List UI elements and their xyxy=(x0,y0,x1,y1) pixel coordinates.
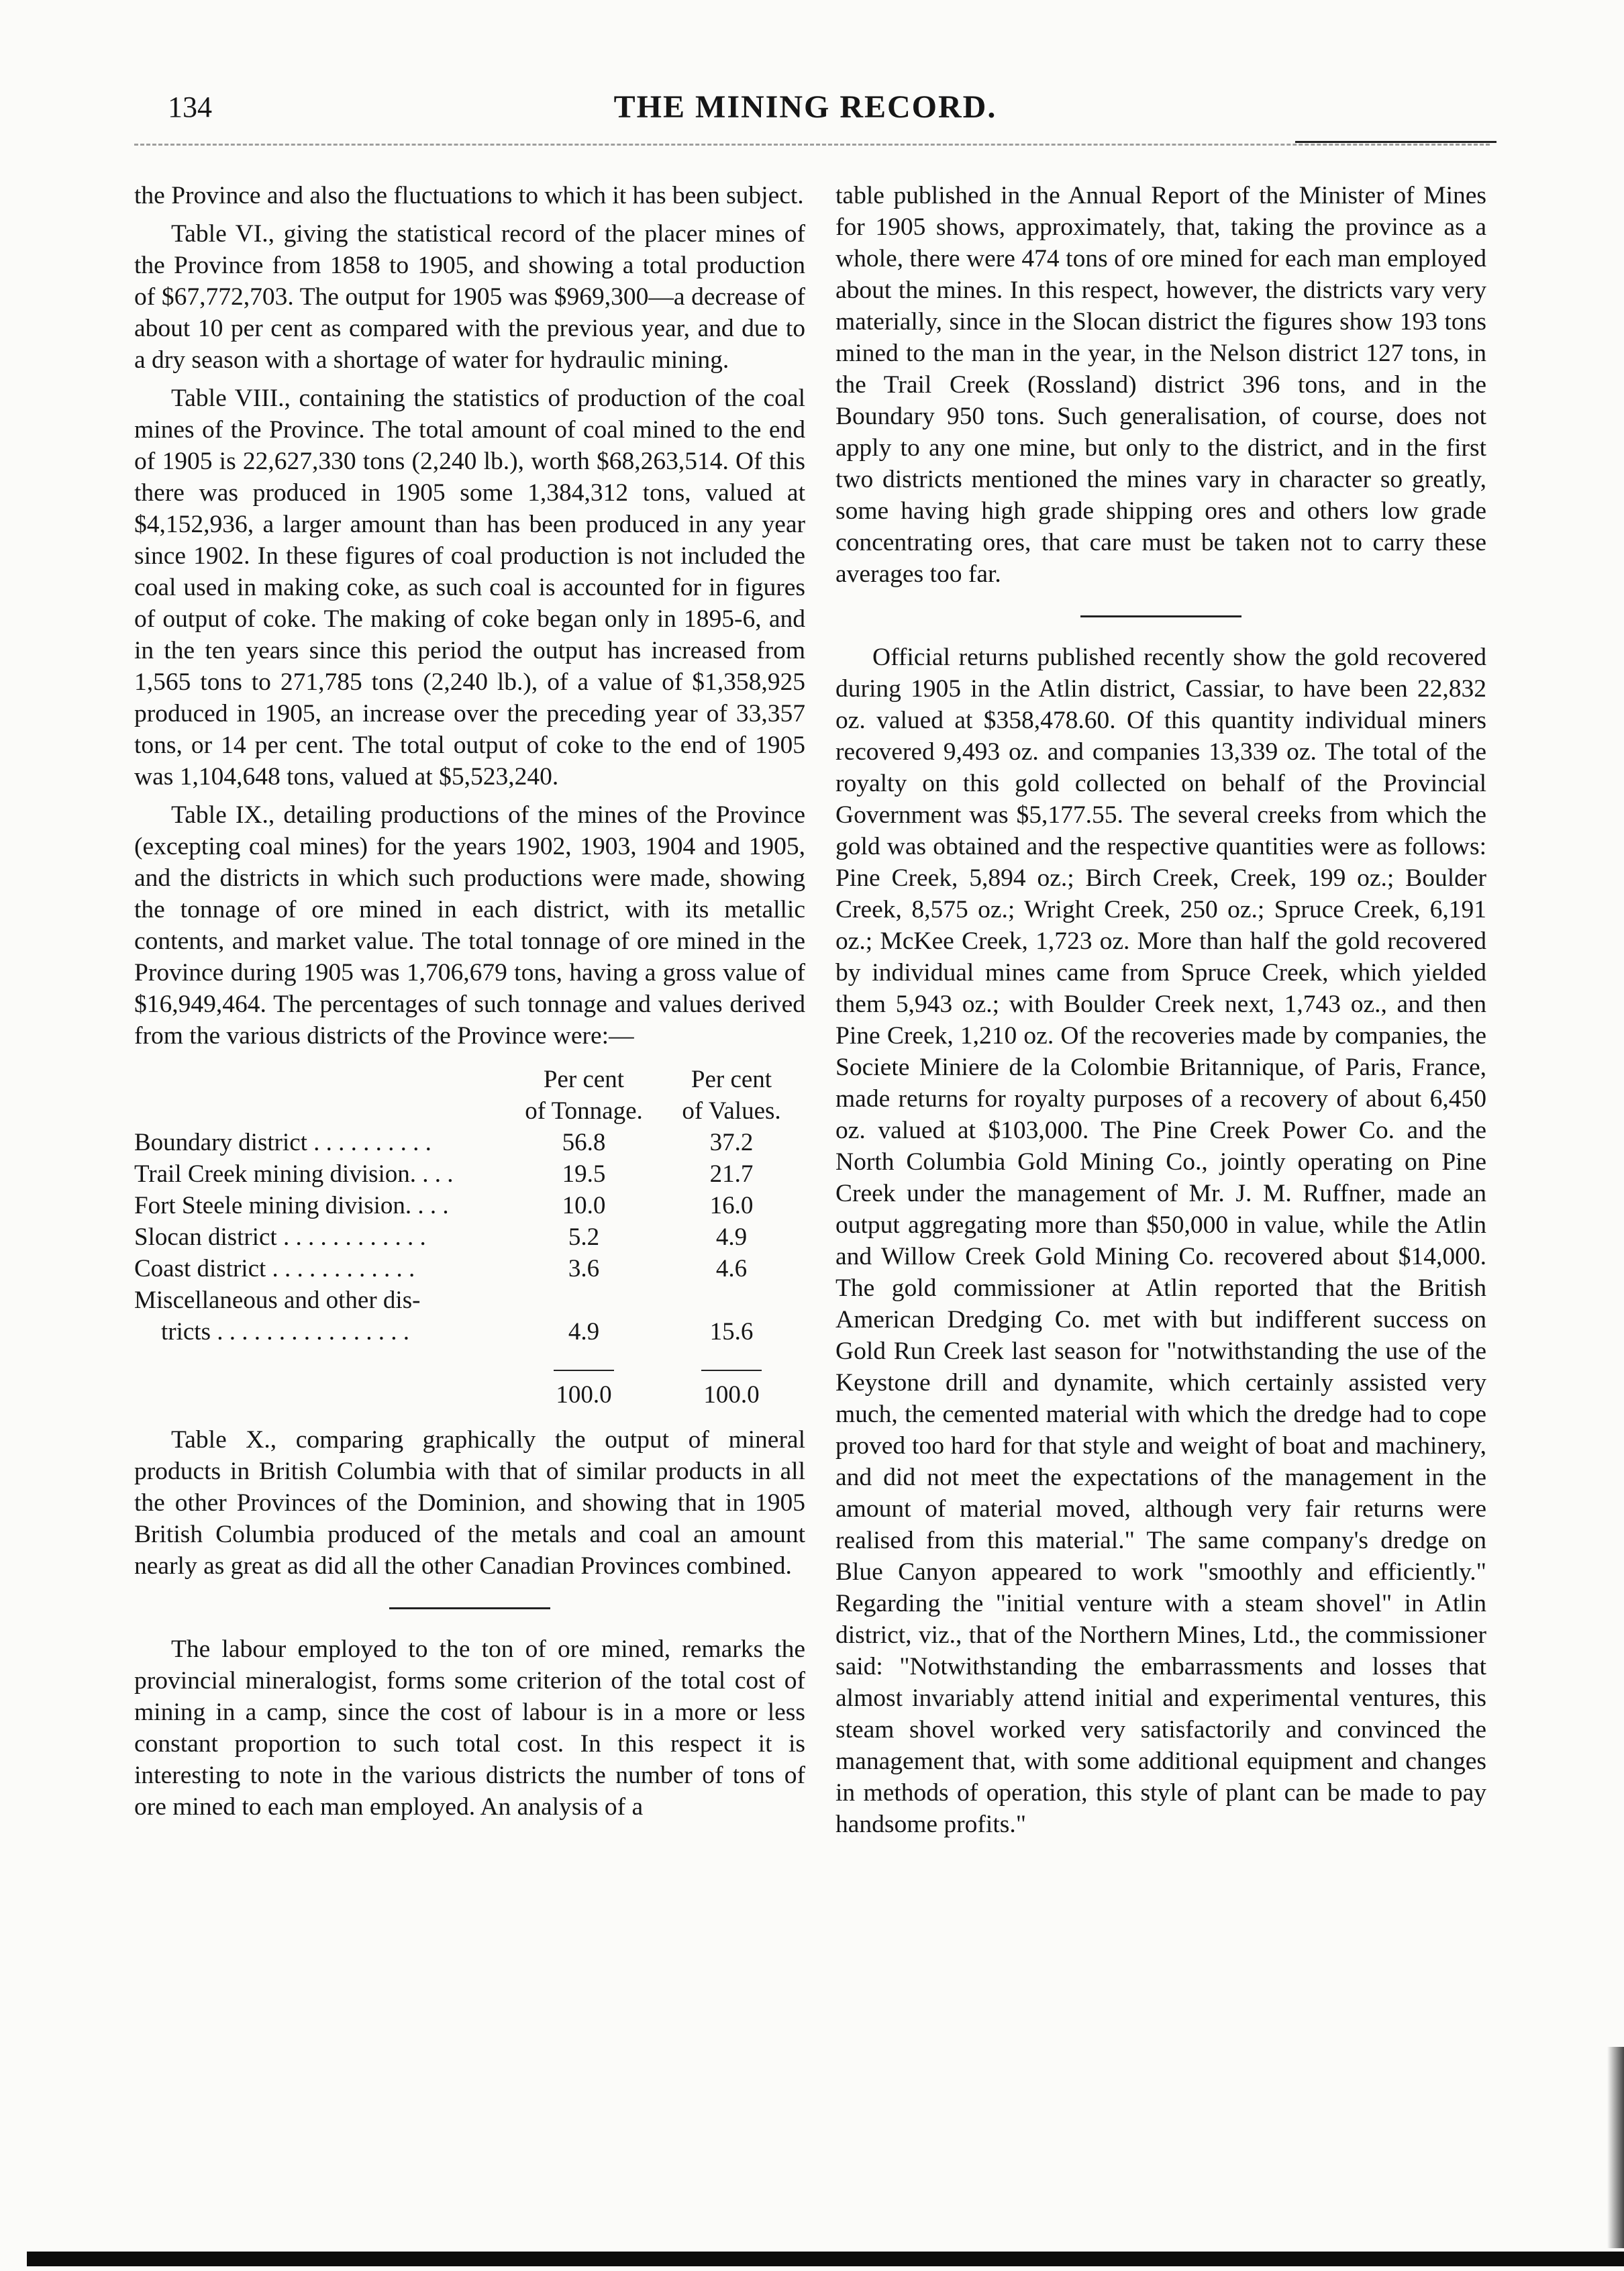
section-separator xyxy=(389,1607,550,1609)
table-row xyxy=(134,1253,805,1284)
tonnage-header: Per cent of Tonnage. xyxy=(525,1066,643,1125)
table-row xyxy=(134,1127,805,1158)
tonnage-cell: 56.8 xyxy=(562,1129,606,1156)
total-row xyxy=(134,1379,805,1411)
district-cell: Boundary district . . . . . . . . . . xyxy=(134,1129,432,1156)
district-cell: tricts . . . . . . . . . . . . . . . . xyxy=(161,1318,409,1346)
paragraph: table published in the Annual Report of the Minister of Mines for 1905 shows, approximately, that, taking the province as a whole, there were 474 tons of ore mined for each man employed about the mines. In this respect, however, the districts vary very materially, since in the Slocan district the figures show 193 tons mined to the man in the year, in the Nelson district 127 tons, in the Trail Creek (Rossland) district 396 tons, and in the Boundary 950 tons. Such generalisation, of course, does not apply to any one mine, but only to the district, and in the first two districts mentioned the mines vary in character so greatly, some having high grade shipping ores and others low grade concentrating ores, that care must be taken not to carry these averages too far. xyxy=(835,182,1486,588)
values-header: Per cent of Values. xyxy=(682,1066,781,1125)
tonnage-cell: 19.5 xyxy=(562,1160,606,1188)
page-header xyxy=(154,86,1456,133)
total-tonnage: 100.0 xyxy=(556,1381,612,1409)
journal-title: THE MINING RECORD. xyxy=(613,89,997,125)
table-row xyxy=(134,1190,805,1221)
values-cell: 37.2 xyxy=(709,1129,754,1156)
table-row xyxy=(134,1316,805,1348)
values-cell: 15.6 xyxy=(709,1318,754,1346)
district-cell: Trail Creek mining division. . . . xyxy=(134,1160,454,1188)
tonnage-cell: 3.6 xyxy=(568,1255,600,1282)
table-row xyxy=(134,1284,805,1316)
table-row xyxy=(134,1158,805,1190)
section-separator xyxy=(1080,615,1241,617)
scan-edge-shadow xyxy=(1607,2047,1624,2248)
values-cell: 4.9 xyxy=(715,1223,748,1251)
values-cell: 16.0 xyxy=(709,1192,754,1219)
paragraph: the Province and also the fluctuations to which it has been subject. xyxy=(134,182,804,209)
values-cell: 21.7 xyxy=(709,1160,754,1188)
paragraph: Official returns published recently show the gold recovered during 1905 in the Atlin district, Cassiar, to have been 22,832 oz. valued at $358,478.60. Of this quantity individual miners recovered 9,493 oz. and companies 13,339 oz. The total of the royalty on this gold collected on behalf of the Provincial Government was $5,177.55. The several creeks from which the gold was obtained and the respective quantities were as follows: Pine Creek, 5,894 oz.; Birch Creek, Creek, 199 oz.; Boulder Creek, 8,575 oz.; Wright Creek, 250 oz.; Spruce Creek, 6,191 oz.; McKee Creek, 1,723 oz. More than half the gold recovered by individual mines came from Spruce Creek, which yielded them 5,943 oz.; with Boulder Creek next, 1,743 oz., and then Pine Creek, 1,210 oz. Of the recoveries made by companies, the Societe Miniere de la Colombie Britannique, of Paris, France, made returns for royalty purposes of a recovery of about 6,450 oz. valued at $103,000. The Pine Creek Power Co. and the North Columbia Gold Mining Co., jointly operating on Pine Creek under the management of Mr. J. M. Ruffner, made an output aggregating more than $50,000 in value, while the Atlin and Willow Creek Gold Mining Co. recovered about $14,000. The gold commissioner at Atlin reported that the British American Dredging Co. met with but indifferent success on Gold Run Creek last season for "notwithstanding the use of the Keystone drill and dynamite, which certainly assisted very much, the cemented material with which the dredge had to cope proved too hard for that style and weight of boat and machinery, and did not meet the expectations of the management in the amount of material moved, although very fair returns were realised from this material." The same company's dredge on Blue Canyon appeared to work "smoothly and efficiently." Regarding the "initial venture with a steam shovel" in Atlin district, viz., that of the Northern Mines, Ltd., the commissioner said: "Notwithstanding the embarrassments and losses that almost invariably attend initial and experimental ventures, this steam shovel worked very satisfactorily and convinced the management that, with some additional equipment and changes in methods of operation, this style of plant can be made to pay handsome profits." xyxy=(835,644,1486,1838)
district-cell: Coast district . . . . . . . . . . . . xyxy=(134,1255,415,1282)
paragraph: Table IX., detailing productions of the mines of the Province (excepting coal mines) for the years 1902, 1903, 1904 and 1905, and the districts in which such productions were made, showing the tonnage of ore mined in each district, with its metallic contents, and market value. The total tonnage of ore mined in the Province during 1905 was 1,706,679 tons, having a gross value of $16,949,464. The percentages of such tonnage and values derived from the various districts of the Province were:— xyxy=(134,801,805,1050)
district-cell: Fort Steele mining division. . . . xyxy=(134,1192,449,1219)
tonnage-cell: 4.9 xyxy=(568,1318,600,1346)
right-column xyxy=(835,180,1486,1847)
sum-rule xyxy=(554,1370,614,1371)
paragraph: Table VI., giving the statistical record of the placer mines of the Province from 1858 to 1905, and showing a total production of $67,772,703. The output for 1905 was $969,300—a decrease of about 10 per cent as compared with the previous year, and due to a dry season with a shortage of water for hydraulic mining. xyxy=(134,220,805,374)
paragraph: Table X., comparing graphically the output of mineral products in British Columbia with that of similar products in all the other Provinces of the Dominion, and showing that in 1905 British Columbia produced of the metals and coal an amount nearly as great as did all the other Canadian Provinces combined. xyxy=(134,1426,805,1580)
page-number: 134 xyxy=(168,91,212,123)
left-column xyxy=(134,180,805,1829)
paragraph: The labour employed to the ton of ore mined, remarks the provincial mineralogist, forms some criterion of the total cost of mining in a camp, since the cost of labour is in a more or less constant proportion to such total cost. In this respect it is interesting to note in the various districts the number of tons of ore mined to each man employed. An analysis of a xyxy=(134,1635,805,1821)
scan-bottom-border xyxy=(27,2252,1624,2266)
sum-rule xyxy=(701,1370,762,1371)
district-cell: Slocan district . . . . . . . . . . . . xyxy=(134,1223,426,1251)
total-values: 100.0 xyxy=(703,1381,760,1409)
paragraph: Table VIII., containing the statistics of production of the coal mines of the Province. The total amount of coal mined to the end of 1905 is 22,627,330 tons (2,240 lb.), worth $68,263,514. Of this there was produced in 1905 some 1,384,312 tons, valued at $4,152,936, a larger amount than has been produced in any year since 1902. In these figures of coal production is not included the coal used in making coke, as such coal is accounted for in figures of output of coke. The making of coke began only in 1895-6, and in the ten years since this period the output has increased from 1,565 tons to 271,785 tons (2,240 lb.), of a value of $1,358,925 produced in 1905, an increase over the preceding year of 33,357 tons, or 14 per cent. The total output of coke to the end of 1905 was 1,104,648 tons, valued at $5,523,240. xyxy=(134,385,805,791)
sum-rule-row xyxy=(134,1348,805,1379)
table-header-row xyxy=(134,1064,805,1127)
values-cell: 4.6 xyxy=(715,1255,748,1282)
values-cell xyxy=(658,1284,805,1316)
tonnage-cell xyxy=(510,1284,658,1316)
table-row xyxy=(134,1221,805,1253)
district-percentages-table xyxy=(134,1064,805,1411)
tonnage-cell: 5.2 xyxy=(568,1223,600,1251)
header-rule xyxy=(134,144,1490,146)
tonnage-cell: 10.0 xyxy=(562,1192,606,1219)
header-rule-solid xyxy=(1295,141,1496,143)
district-cell: Miscellaneous and other dis- xyxy=(134,1286,421,1314)
